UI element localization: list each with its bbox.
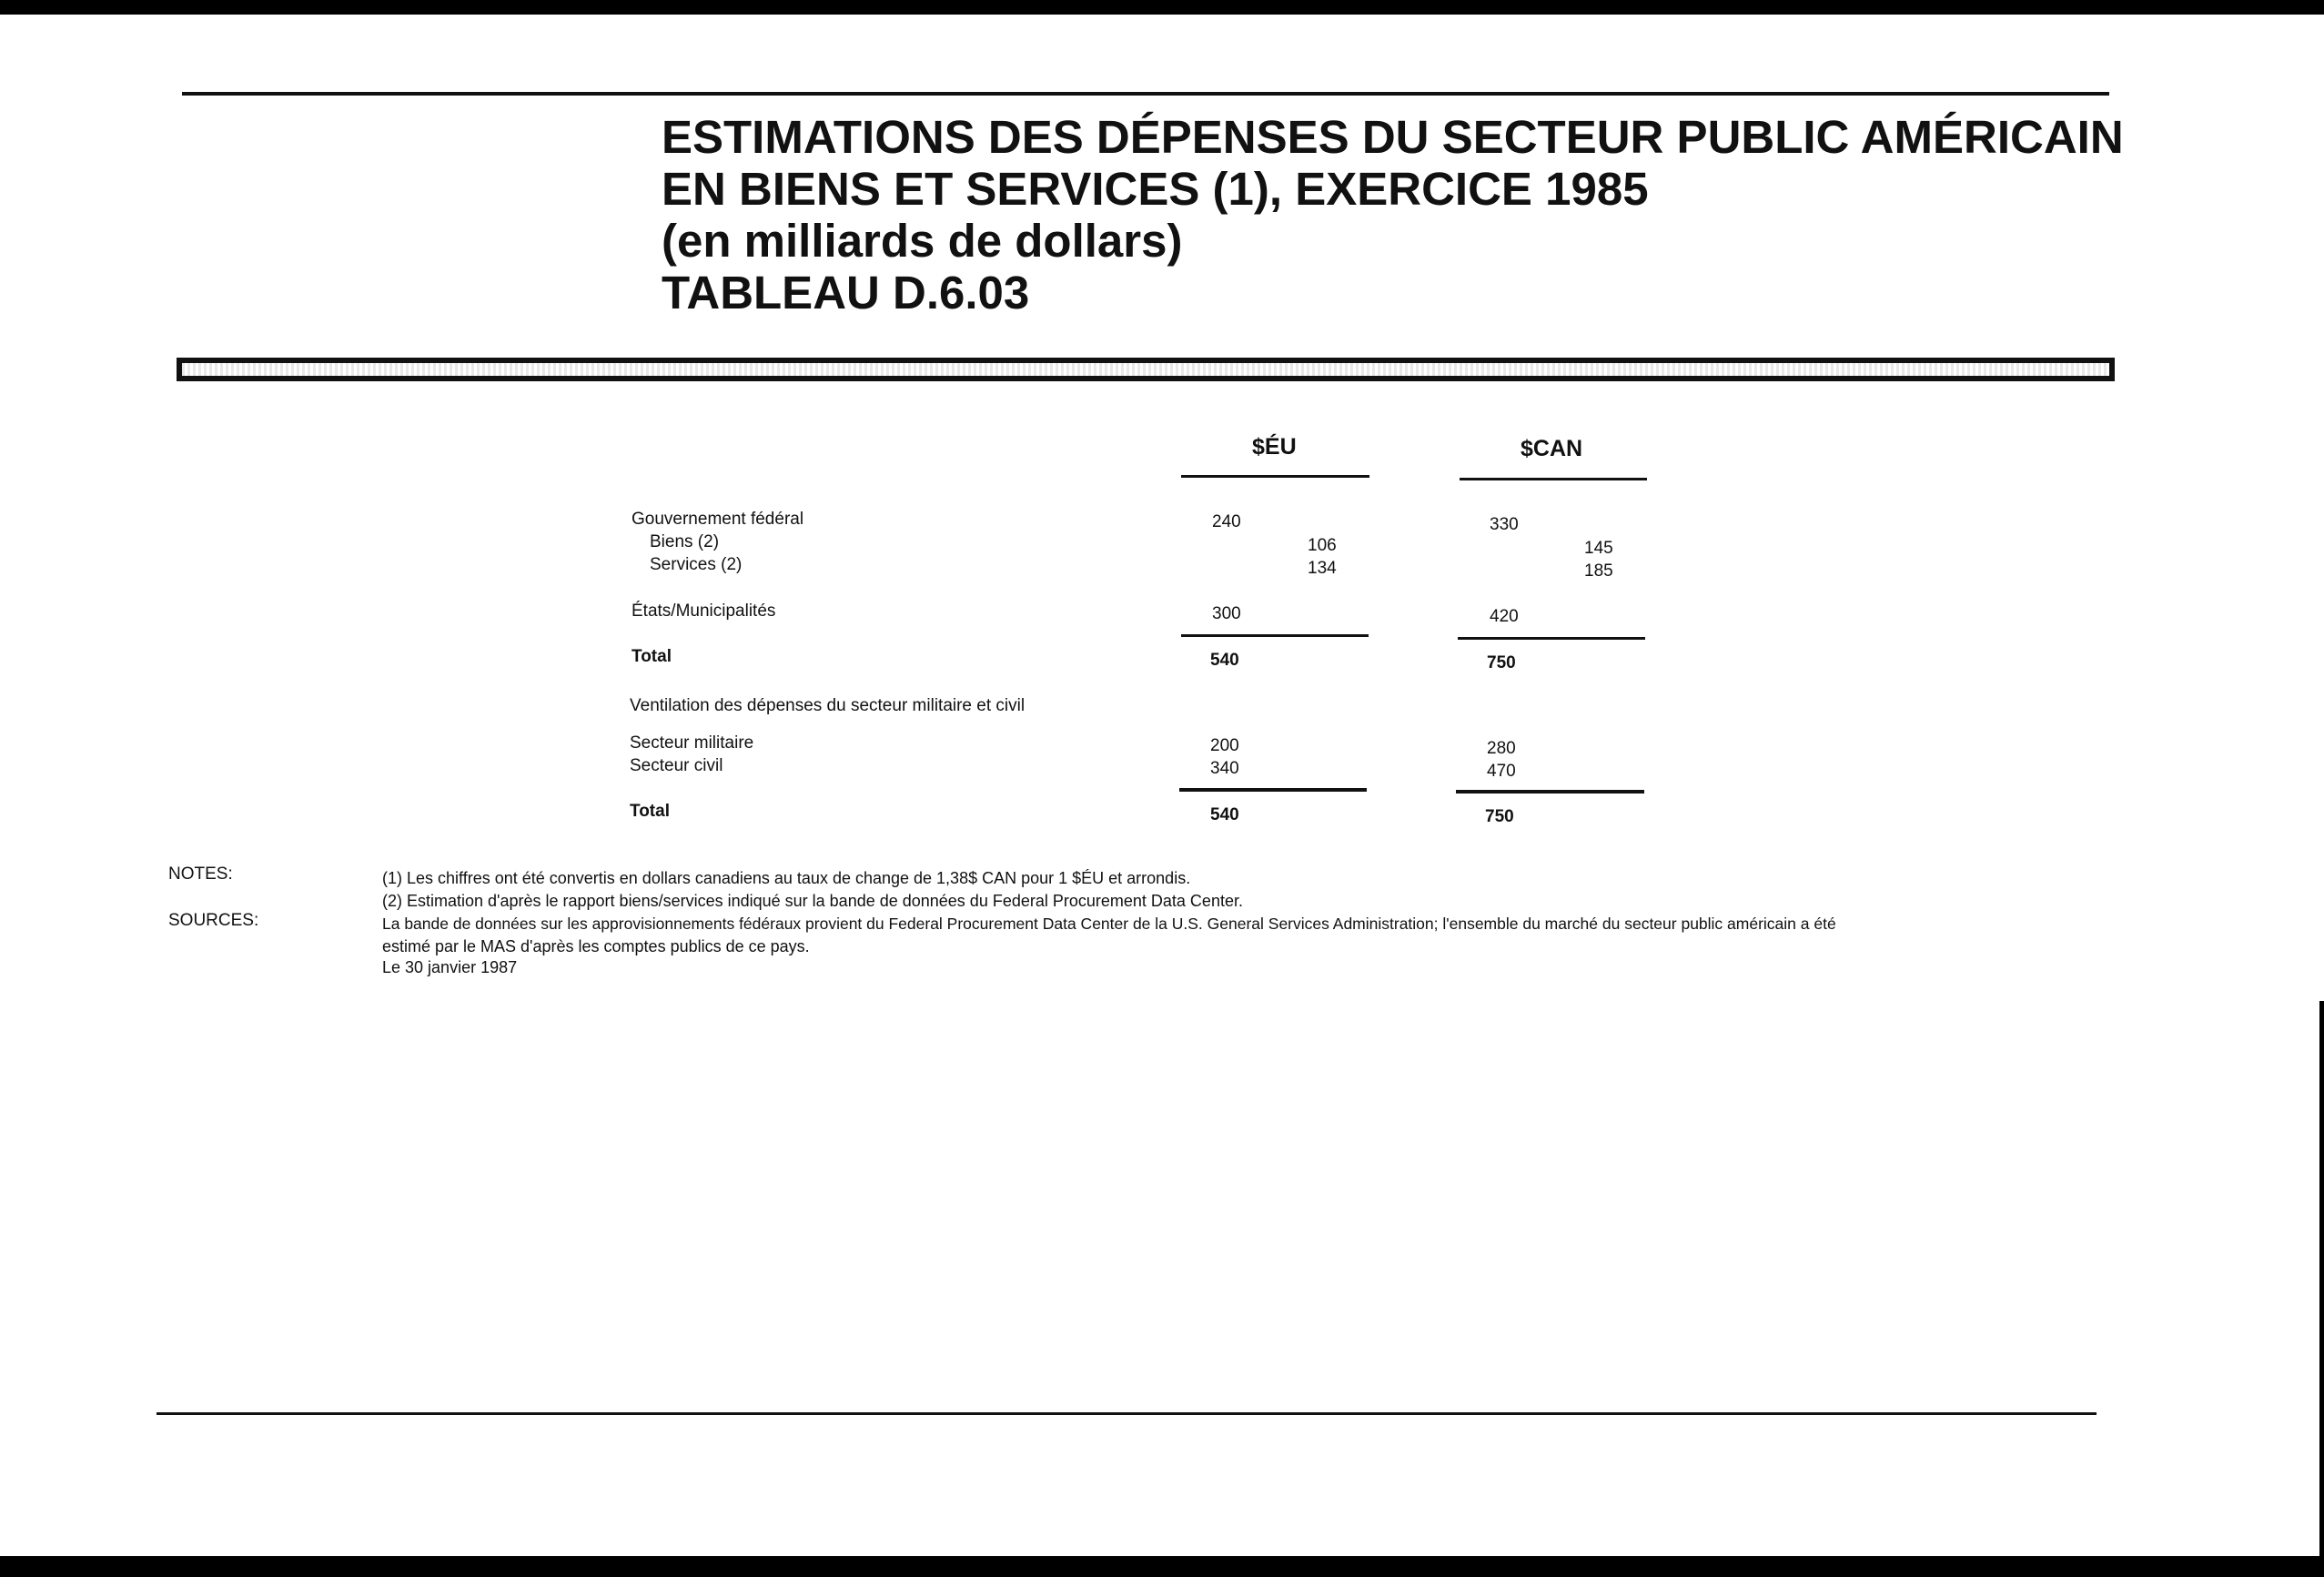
value-services-usd: 134 <box>1308 559 1337 578</box>
scan-edge-bottom <box>0 1556 2324 1577</box>
subtotal-rule-usd <box>1181 634 1369 637</box>
top-rule <box>182 92 2109 96</box>
notes-label: NOTES: <box>168 864 233 884</box>
value-goods-cad: 145 <box>1584 539 1613 558</box>
row-label-total-1: Total <box>632 647 672 666</box>
row-label-services: Services (2) <box>650 555 743 574</box>
value-civil-usd: 340 <box>1210 759 1239 778</box>
document-title <box>662 111 2124 318</box>
value-services-cad: 185 <box>1584 561 1613 581</box>
source-line-1: La bande de données sur les approvisionnements fédéraux provient du Federal Procurement Data Center de la U.S. General Services Administration; l'ensemble du marché du secteur public américain a été <box>382 915 1836 933</box>
row-label-military: Secteur militaire <box>630 733 754 753</box>
value-federal-usd: 240 <box>1212 512 1241 531</box>
total-rule-usd <box>1179 788 1367 792</box>
value-total-2-usd: 540 <box>1210 805 1239 824</box>
sources-label: SOURCES: <box>168 911 259 930</box>
row-label-goods: Biens (2) <box>650 532 720 551</box>
value-total-2-cad: 750 <box>1485 807 1514 826</box>
value-military-cad: 280 <box>1487 739 1516 758</box>
scan-edge-top <box>0 0 2324 15</box>
note-2: (2) Estimation d'après le rapport biens/services indiqué sur la bande de données du Federal Procurement Data Center. <box>382 892 1243 910</box>
value-federal-cad: 330 <box>1490 515 1519 534</box>
row-label-states: États/Municipalités <box>632 601 776 621</box>
total-rule-cad <box>1456 790 1644 794</box>
row-label-federal: Gouvernement fédéral <box>632 510 804 529</box>
column-header-cad: $CAN <box>1521 436 1583 461</box>
bottom-rule <box>157 1412 2097 1415</box>
document-date: Le 30 janvier 1987 <box>382 958 518 976</box>
source-line-2: estimé par le MAS d'après les comptes publics de ce pays. <box>382 937 810 955</box>
value-total-1-cad: 750 <box>1487 653 1516 672</box>
scan-edge-right <box>2319 1001 2324 1556</box>
value-total-1-usd: 540 <box>1210 651 1239 670</box>
note-1: (1) Les chiffres ont été convertis en dollars canadiens au taux de change de 1,38$ CAN pour 1 $ÉU et arrondis. <box>382 869 1191 887</box>
title-line-1: ESTIMATIONS DES DÉPENSES DU SECTEUR PUBLIC AMÉRICAIN <box>662 111 2124 163</box>
value-states-cad: 420 <box>1490 607 1519 626</box>
title-line-4: TABLEAU D.6.03 <box>662 267 1030 318</box>
row-label-total-2: Total <box>630 802 670 821</box>
header-separator-bar <box>177 358 2115 381</box>
title-line-2: EN BIENS ET SERVICES (1), EXERCICE 1985 <box>662 163 1649 215</box>
value-goods-usd: 106 <box>1308 536 1337 555</box>
row-label-civil: Secteur civil <box>630 756 723 775</box>
value-military-usd: 200 <box>1210 736 1239 755</box>
column-header-usd: $ÉU <box>1252 434 1297 460</box>
row-label-breakdown: Ventilation des dépenses du secteur militaire et civil <box>630 696 1026 715</box>
column-header-rule-usd <box>1181 475 1369 478</box>
value-states-usd: 300 <box>1212 604 1241 623</box>
value-civil-cad: 470 <box>1487 762 1516 781</box>
title-line-3: (en milliards de dollars) <box>662 215 1183 267</box>
subtotal-rule-cad <box>1458 637 1645 640</box>
column-header-rule-cad <box>1460 478 1647 480</box>
